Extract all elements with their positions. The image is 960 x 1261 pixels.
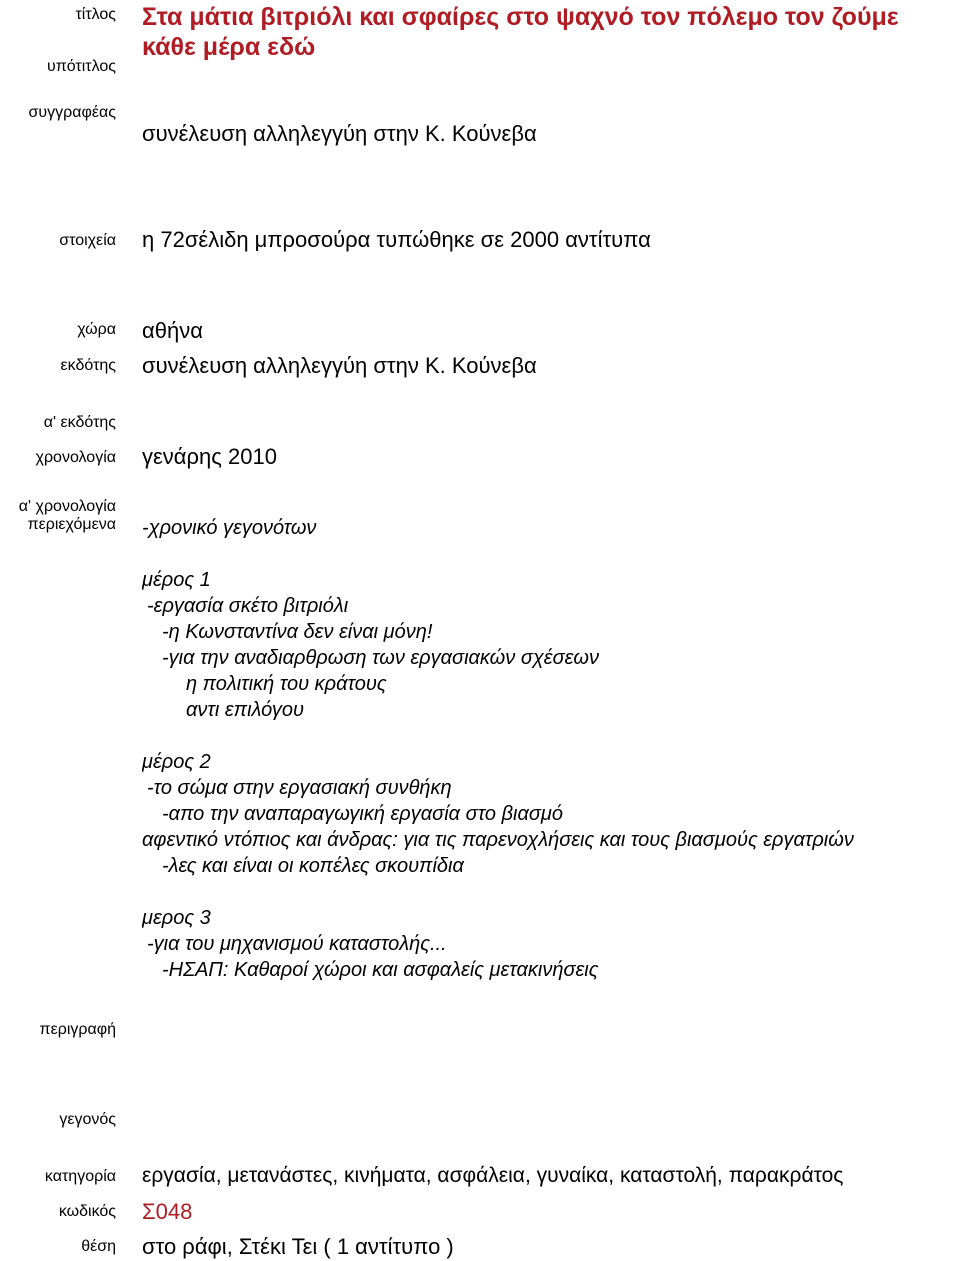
contents-item: η πολιτική του κράτους [186, 673, 387, 695]
category-value: εργασία, μετανάστες, κινήματα, ασφάλεια, γυναίκα, καταστολή, παρακράτος [142, 1164, 844, 1187]
contents-item: -ΗΣΑΠ: Καθαροί χώροι και ασφαλείς μετακινήσεις [162, 959, 599, 981]
code-value: Σ048 [142, 1199, 193, 1224]
contents-item: -απο την αναπαραγωγική εργασία στο βιασμό [162, 803, 563, 825]
label-category: κατηγορία [44, 1168, 116, 1185]
date-value: γενάρης 2010 [142, 444, 277, 469]
location-value: στο ράφι, Στέκι Τει ( 1 αντίτυπο ) [142, 1234, 454, 1259]
author-value: συνέλευση αλληλεγγύη στην Κ. Κούνεβα [142, 121, 537, 146]
contents-item: -εργασία σκέτο βιτριόλι [147, 595, 349, 617]
contents-item: αφεντικό ντόπιος και άνδρας: για τις παρενοχλήσεις και τους βιασμούς εργατριών [142, 829, 854, 851]
label-author: συγγραφέας [28, 104, 116, 121]
contents-item: -για την αναδιαρθρωση των εργασιακών σχέσεων [162, 647, 600, 669]
contents-item: -λες και είναι οι κοπέλες σκουπίδια [162, 855, 464, 877]
label-country: χώρα [77, 321, 116, 338]
details-value: η 72σέλιδη μπροσούρα τυπώθηκε σε 2000 αντίτυπα [142, 227, 651, 252]
publisher-value: συνέλευση αλληλεγγύη στην Κ. Κούνεβα [142, 353, 537, 378]
label-event: γεγονός [59, 1111, 116, 1128]
label-contents: περιεχόμενα [27, 516, 116, 533]
label-first-publisher: α' εκδότης [43, 414, 116, 431]
contents-part-heading: μερος 3 [142, 907, 211, 929]
contents-part-heading: μέρος 1 [142, 569, 211, 591]
label-title: τίτλος [75, 6, 116, 23]
contents-item: -χρονικό γεγονότων [142, 517, 317, 539]
contents-part-heading: μέρος 2 [142, 751, 211, 773]
label-location: θέση [81, 1238, 116, 1255]
record-title: Στα μάτια βιτριόλι και σφαίρες στο ψαχνό τον πόλεμο τον ζούμε κάθε μέρα εδώ [142, 3, 899, 61]
label-date: χρονολογία [35, 449, 116, 466]
country-value: αθήνα [142, 318, 203, 343]
contents-list [142, 515, 954, 1003]
label-code: κωδικός [58, 1203, 116, 1220]
contents-item: -το σώμα στην εργασιακή συνθήκη [147, 777, 452, 799]
contents-item: -για του μηχανισμού καταστολής... [147, 933, 447, 955]
contents-item: -η Κωνσταντίνα δεν είναι μόνη! [162, 621, 433, 643]
label-description: περιγραφή [39, 1021, 116, 1038]
label-subtitle: υπότιτλος [46, 58, 116, 75]
label-publisher: εκδότης [60, 357, 116, 374]
contents-item: αντι επιλόγου [186, 699, 304, 721]
label-details: στοιχεία [59, 232, 116, 249]
label-first-date: α' χρονολογία [18, 498, 116, 515]
